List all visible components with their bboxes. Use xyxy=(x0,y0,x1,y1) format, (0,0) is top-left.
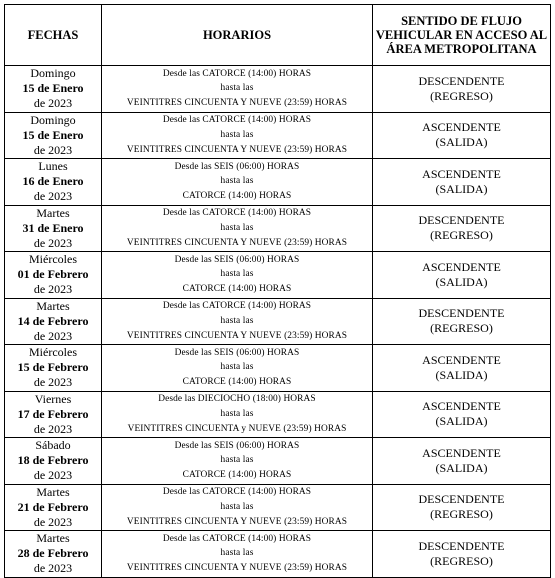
hours-cell xyxy=(102,252,373,299)
date-text: 15 de Enero xyxy=(22,127,84,142)
date-cell xyxy=(5,112,102,159)
hours-start: Desde las CATORCE (14:00) HORAS xyxy=(162,208,312,219)
hours-end: CATORCE (14:00) HORAS xyxy=(182,191,292,202)
hours-until: hasta las xyxy=(220,315,254,326)
hours-end: VEINTITRES CINCUENTA Y NUEVE (23:59) HORAS xyxy=(126,563,348,574)
day-name: Sábado xyxy=(35,438,71,453)
hours-cell xyxy=(102,298,373,345)
date-text: 18 de Febrero xyxy=(17,453,89,468)
hours-start: Desde las DIECIOCHO (18:00) HORAS xyxy=(158,394,316,405)
hours-until: hasta las xyxy=(220,222,254,233)
direction-cell xyxy=(373,531,551,578)
hours-start: Desde las CATORCE (14:00) HORAS xyxy=(162,487,312,498)
direction-sub: (SALIDA) xyxy=(435,460,488,475)
date-cell xyxy=(5,252,102,299)
table-row xyxy=(5,345,551,392)
hours-cell xyxy=(102,345,373,392)
hours-cell xyxy=(102,531,373,578)
table-row xyxy=(5,205,551,252)
direction-label: ASCENDENTE xyxy=(422,120,501,135)
hours-start: Desde las CATORCE (14:00) HORAS xyxy=(162,301,312,312)
direction-cell xyxy=(373,345,551,392)
date-cell xyxy=(5,205,102,252)
date-cell xyxy=(5,345,102,392)
day-name: Lunes xyxy=(38,159,68,174)
direction-cell xyxy=(373,66,551,113)
hours-until: hasta las xyxy=(220,83,254,94)
hours-cell xyxy=(102,112,373,159)
direction-sub: (SALIDA) xyxy=(435,414,488,429)
table-row xyxy=(5,391,551,438)
hours-until: hasta las xyxy=(220,362,254,373)
hours-end: CATORCE (14:00) HORAS xyxy=(182,377,292,388)
header-row xyxy=(5,5,551,66)
table-row xyxy=(5,159,551,206)
table-row xyxy=(5,531,551,578)
hours-until: hasta las xyxy=(220,176,254,187)
hours-end: VEINTITRES CINCUENTA Y NUEVE (23:59) HORAS xyxy=(126,144,348,155)
direction-sub: (SALIDA) xyxy=(435,367,488,382)
day-name: Domingo xyxy=(30,66,76,81)
year-text: de 2023 xyxy=(33,96,73,111)
day-name: Martes xyxy=(36,531,70,546)
date-cell xyxy=(5,531,102,578)
hours-until: hasta las xyxy=(220,455,254,466)
day-name: Martes xyxy=(36,298,70,313)
direction-sub: (REGRESO) xyxy=(430,321,493,336)
date-text: 15 de Enero xyxy=(22,81,84,96)
hours-until: hasta las xyxy=(220,548,254,559)
direction-sub: (REGRESO) xyxy=(430,553,493,568)
direction-sub: (SALIDA) xyxy=(435,181,488,196)
hours-cell xyxy=(102,438,373,485)
direction-cell xyxy=(373,298,551,345)
date-text: 14 de Febrero xyxy=(17,313,89,328)
date-text: 28 de Febrero xyxy=(17,546,89,561)
direction-label: DESCENDENTE xyxy=(418,538,505,553)
date-text: 21 de Febrero xyxy=(17,499,89,514)
year-text: de 2023 xyxy=(33,561,73,576)
hours-start: Desde las CATORCE (14:00) HORAS xyxy=(162,533,312,544)
table-row xyxy=(5,484,551,531)
date-cell xyxy=(5,159,102,206)
direction-cell xyxy=(373,205,551,252)
table-row xyxy=(5,112,551,159)
hours-end: VEINTITRES CINCUENTA Y NUEVE (23:59) HORAS xyxy=(126,516,348,527)
year-text: de 2023 xyxy=(33,468,73,483)
date-text: 15 de Febrero xyxy=(17,360,89,375)
date-text: 01 de Febrero xyxy=(17,267,89,282)
direction-cell xyxy=(373,484,551,531)
day-name: Martes xyxy=(36,484,70,499)
hours-end: CATORCE (14:00) HORAS xyxy=(182,470,292,481)
header-fechas: FECHAS xyxy=(5,5,102,66)
year-text: de 2023 xyxy=(33,421,73,436)
year-text: de 2023 xyxy=(33,282,73,297)
hours-until: hasta las xyxy=(220,269,254,280)
year-text: de 2023 xyxy=(33,189,73,204)
day-name: Miércoles xyxy=(29,252,77,267)
year-text: de 2023 xyxy=(33,235,73,250)
hours-cell xyxy=(102,159,373,206)
direction-cell xyxy=(373,252,551,299)
hours-start: Desde las SEIS (06:00) HORAS xyxy=(174,440,300,451)
direction-label: DESCENDENTE xyxy=(418,73,505,88)
hours-start: Desde las CATORCE (14:00) HORAS xyxy=(162,115,312,126)
direction-label: DESCENDENTE xyxy=(418,306,505,321)
day-name: Miércoles xyxy=(29,345,77,360)
table-row xyxy=(5,252,551,299)
direction-label: ASCENDENTE xyxy=(422,259,501,274)
direction-sub: (REGRESO) xyxy=(430,88,493,103)
hours-end: CATORCE (14:00) HORAS xyxy=(182,284,292,295)
hours-end: VEINTITRES CINCUENTA Y NUEVE (23:59) HORAS xyxy=(126,237,348,248)
date-text: 17 de Febrero xyxy=(17,406,89,421)
table-row xyxy=(5,298,551,345)
date-text: 31 de Enero xyxy=(22,220,84,235)
schedule-table xyxy=(4,4,551,578)
direction-label: ASCENDENTE xyxy=(422,445,501,460)
hours-end: VEINTITRES CINCUENTA y NUEVE (23:59) HORAS xyxy=(127,423,347,434)
date-cell xyxy=(5,66,102,113)
direction-sub: (REGRESO) xyxy=(430,507,493,522)
hours-start: Desde las SEIS (06:00) HORAS xyxy=(174,347,300,358)
year-text: de 2023 xyxy=(33,514,73,529)
hours-start: Desde las SEIS (06:00) HORAS xyxy=(174,254,300,265)
direction-cell xyxy=(373,391,551,438)
date-cell xyxy=(5,298,102,345)
hours-until: hasta las xyxy=(220,408,254,419)
year-text: de 2023 xyxy=(33,328,73,343)
table-row xyxy=(5,66,551,113)
header-sentido: SENTIDO DE FLUJO VEHICULAR EN ACCESO AL ÁREA METROPOLITANA xyxy=(373,5,551,66)
date-cell xyxy=(5,391,102,438)
direction-sub: (SALIDA) xyxy=(435,274,488,289)
date-text: 16 de Enero xyxy=(22,174,84,189)
day-name: Viernes xyxy=(34,391,72,406)
hours-start: Desde las SEIS (06:00) HORAS xyxy=(174,161,300,172)
direction-label: ASCENDENTE xyxy=(422,399,501,414)
hours-until: hasta las xyxy=(220,501,254,512)
hours-cell xyxy=(102,391,373,438)
year-text: de 2023 xyxy=(33,375,73,390)
day-name: Martes xyxy=(36,205,70,220)
date-cell xyxy=(5,484,102,531)
direction-label: DESCENDENTE xyxy=(418,492,505,507)
hours-cell xyxy=(102,66,373,113)
direction-label: DESCENDENTE xyxy=(418,213,505,228)
direction-sub: (SALIDA) xyxy=(435,135,488,150)
day-name: Domingo xyxy=(30,112,76,127)
hours-cell xyxy=(102,484,373,531)
hours-end: VEINTITRES CINCUENTA Y NUEVE (23:59) HORAS xyxy=(126,330,348,341)
hours-start: Desde las CATORCE (14:00) HORAS xyxy=(162,68,312,79)
direction-label: ASCENDENTE xyxy=(422,166,501,181)
hours-until: hasta las xyxy=(220,129,254,140)
direction-cell xyxy=(373,438,551,485)
hours-cell xyxy=(102,205,373,252)
header-horarios: HORARIOS xyxy=(102,5,373,66)
direction-sub: (REGRESO) xyxy=(430,228,493,243)
date-cell xyxy=(5,438,102,485)
year-text: de 2023 xyxy=(33,142,73,157)
direction-label: ASCENDENTE xyxy=(422,352,501,367)
table-row xyxy=(5,438,551,485)
hours-end: VEINTITRES CINCUENTA Y NUEVE (23:59) HORAS xyxy=(126,98,348,109)
direction-cell xyxy=(373,112,551,159)
direction-cell xyxy=(373,159,551,206)
